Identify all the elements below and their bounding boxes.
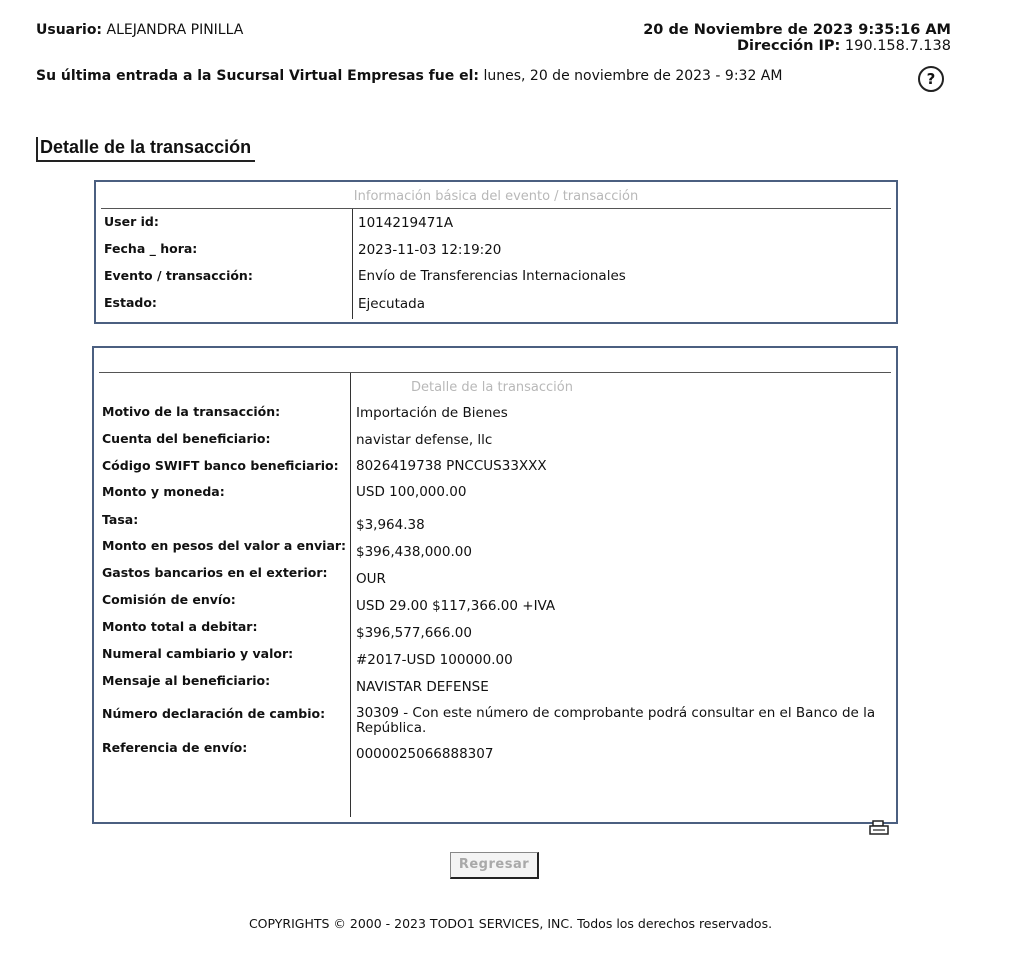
row-label: Tasa:: [102, 512, 139, 527]
row-label: Número declaración de cambio:: [102, 706, 326, 721]
basic-info-title: Información básica del evento / transacción: [353, 189, 639, 204]
row-label: Referencia de envío:: [102, 740, 248, 755]
back-button[interactable]: Regresar: [450, 852, 539, 879]
row-value: 30309 - Con este número de comprobante podrá consultar en el Banco de la República.: [356, 705, 876, 736]
detail-title: Detalle de la transacción: [410, 380, 573, 395]
row-value: OUR: [356, 571, 386, 587]
ip-label: Dirección IP:: [736, 38, 841, 54]
row-label: Mensaje al beneficiario:: [102, 673, 271, 688]
row-label: Monto y moneda:: [102, 484, 225, 499]
ip-address: [643, 38, 951, 54]
row-label: Numeral cambiario y valor:: [102, 646, 294, 661]
row-value: USD 29.00 $117,366.00 +IVA: [356, 598, 556, 614]
transaction-detail-panel: [92, 346, 898, 824]
row-value: NAVISTAR DEFENSE: [356, 679, 489, 695]
help-icon[interactable]: ?: [918, 66, 944, 92]
row-label: Comisión de envío:: [102, 592, 236, 607]
row-label: Cuenta del beneficiario:: [102, 431, 271, 446]
printer-icon[interactable]: [868, 820, 890, 836]
user-label: Usuario:: [36, 22, 103, 38]
row-label: Estado:: [104, 295, 157, 310]
ip-value: 190.158.7.138: [844, 38, 951, 54]
row-label: Código SWIFT banco beneficiario:: [102, 458, 339, 473]
row-label: Fecha _ hora:: [104, 241, 198, 256]
basic-info-panel: [94, 180, 898, 324]
row-label: Motivo de la transacción:: [102, 404, 281, 419]
last-login-label: Su última entrada a la Sucursal Virtual Empresas fue el:: [36, 68, 480, 84]
row-value: $3,964.38: [356, 517, 425, 533]
last-login-value: lunes, 20 de noviembre de 2023 - 9:32 AM: [483, 68, 783, 84]
row-value: 8026419738 PNCCUS33XXX: [356, 458, 547, 474]
user-info: [36, 22, 243, 38]
row-value: USD 100,000.00: [356, 484, 467, 500]
last-login: [36, 68, 782, 84]
detail-column-divider: [350, 373, 351, 817]
row-value: $396,577,666.00: [356, 625, 472, 641]
page-title: Detalle de la transacción: [36, 137, 255, 162]
row-label: Gastos bancarios en el exterior:: [102, 565, 328, 580]
session-info: [643, 22, 951, 54]
basic-info-divider: [101, 208, 891, 209]
basic-info-column-divider: [352, 209, 353, 319]
row-value: Ejecutada: [358, 296, 425, 312]
row-value: Envío de Transferencias Internacionales: [358, 268, 626, 284]
row-label: Evento / transacción:: [104, 268, 253, 283]
row-label: Monto en pesos del valor a enviar:: [102, 538, 347, 553]
row-value: 1014219471A: [358, 215, 454, 231]
row-value: navistar defense, llc: [356, 432, 493, 448]
user-name: ALEJANDRA PINILLA: [106, 22, 244, 38]
row-value: 2023-11-03 12:19:20: [358, 242, 502, 258]
row-value: Importación de Bienes: [356, 405, 508, 421]
current-datetime: 20 de Noviembre de 2023 9:35:16 AM: [643, 22, 951, 38]
detail-divider: [99, 372, 891, 373]
row-value: #2017-USD 100000.00: [356, 652, 513, 668]
row-value: $396,438,000.00: [356, 544, 472, 560]
row-label: Monto total a debitar:: [102, 619, 258, 634]
row-label: User id:: [104, 214, 159, 229]
row-value: 0000025066888307: [356, 746, 494, 762]
footer-copyright: COPYRIGHTS © 2000 - 2023 TODO1 SERVICES, INC. Todos los derechos reservados.: [248, 916, 773, 931]
